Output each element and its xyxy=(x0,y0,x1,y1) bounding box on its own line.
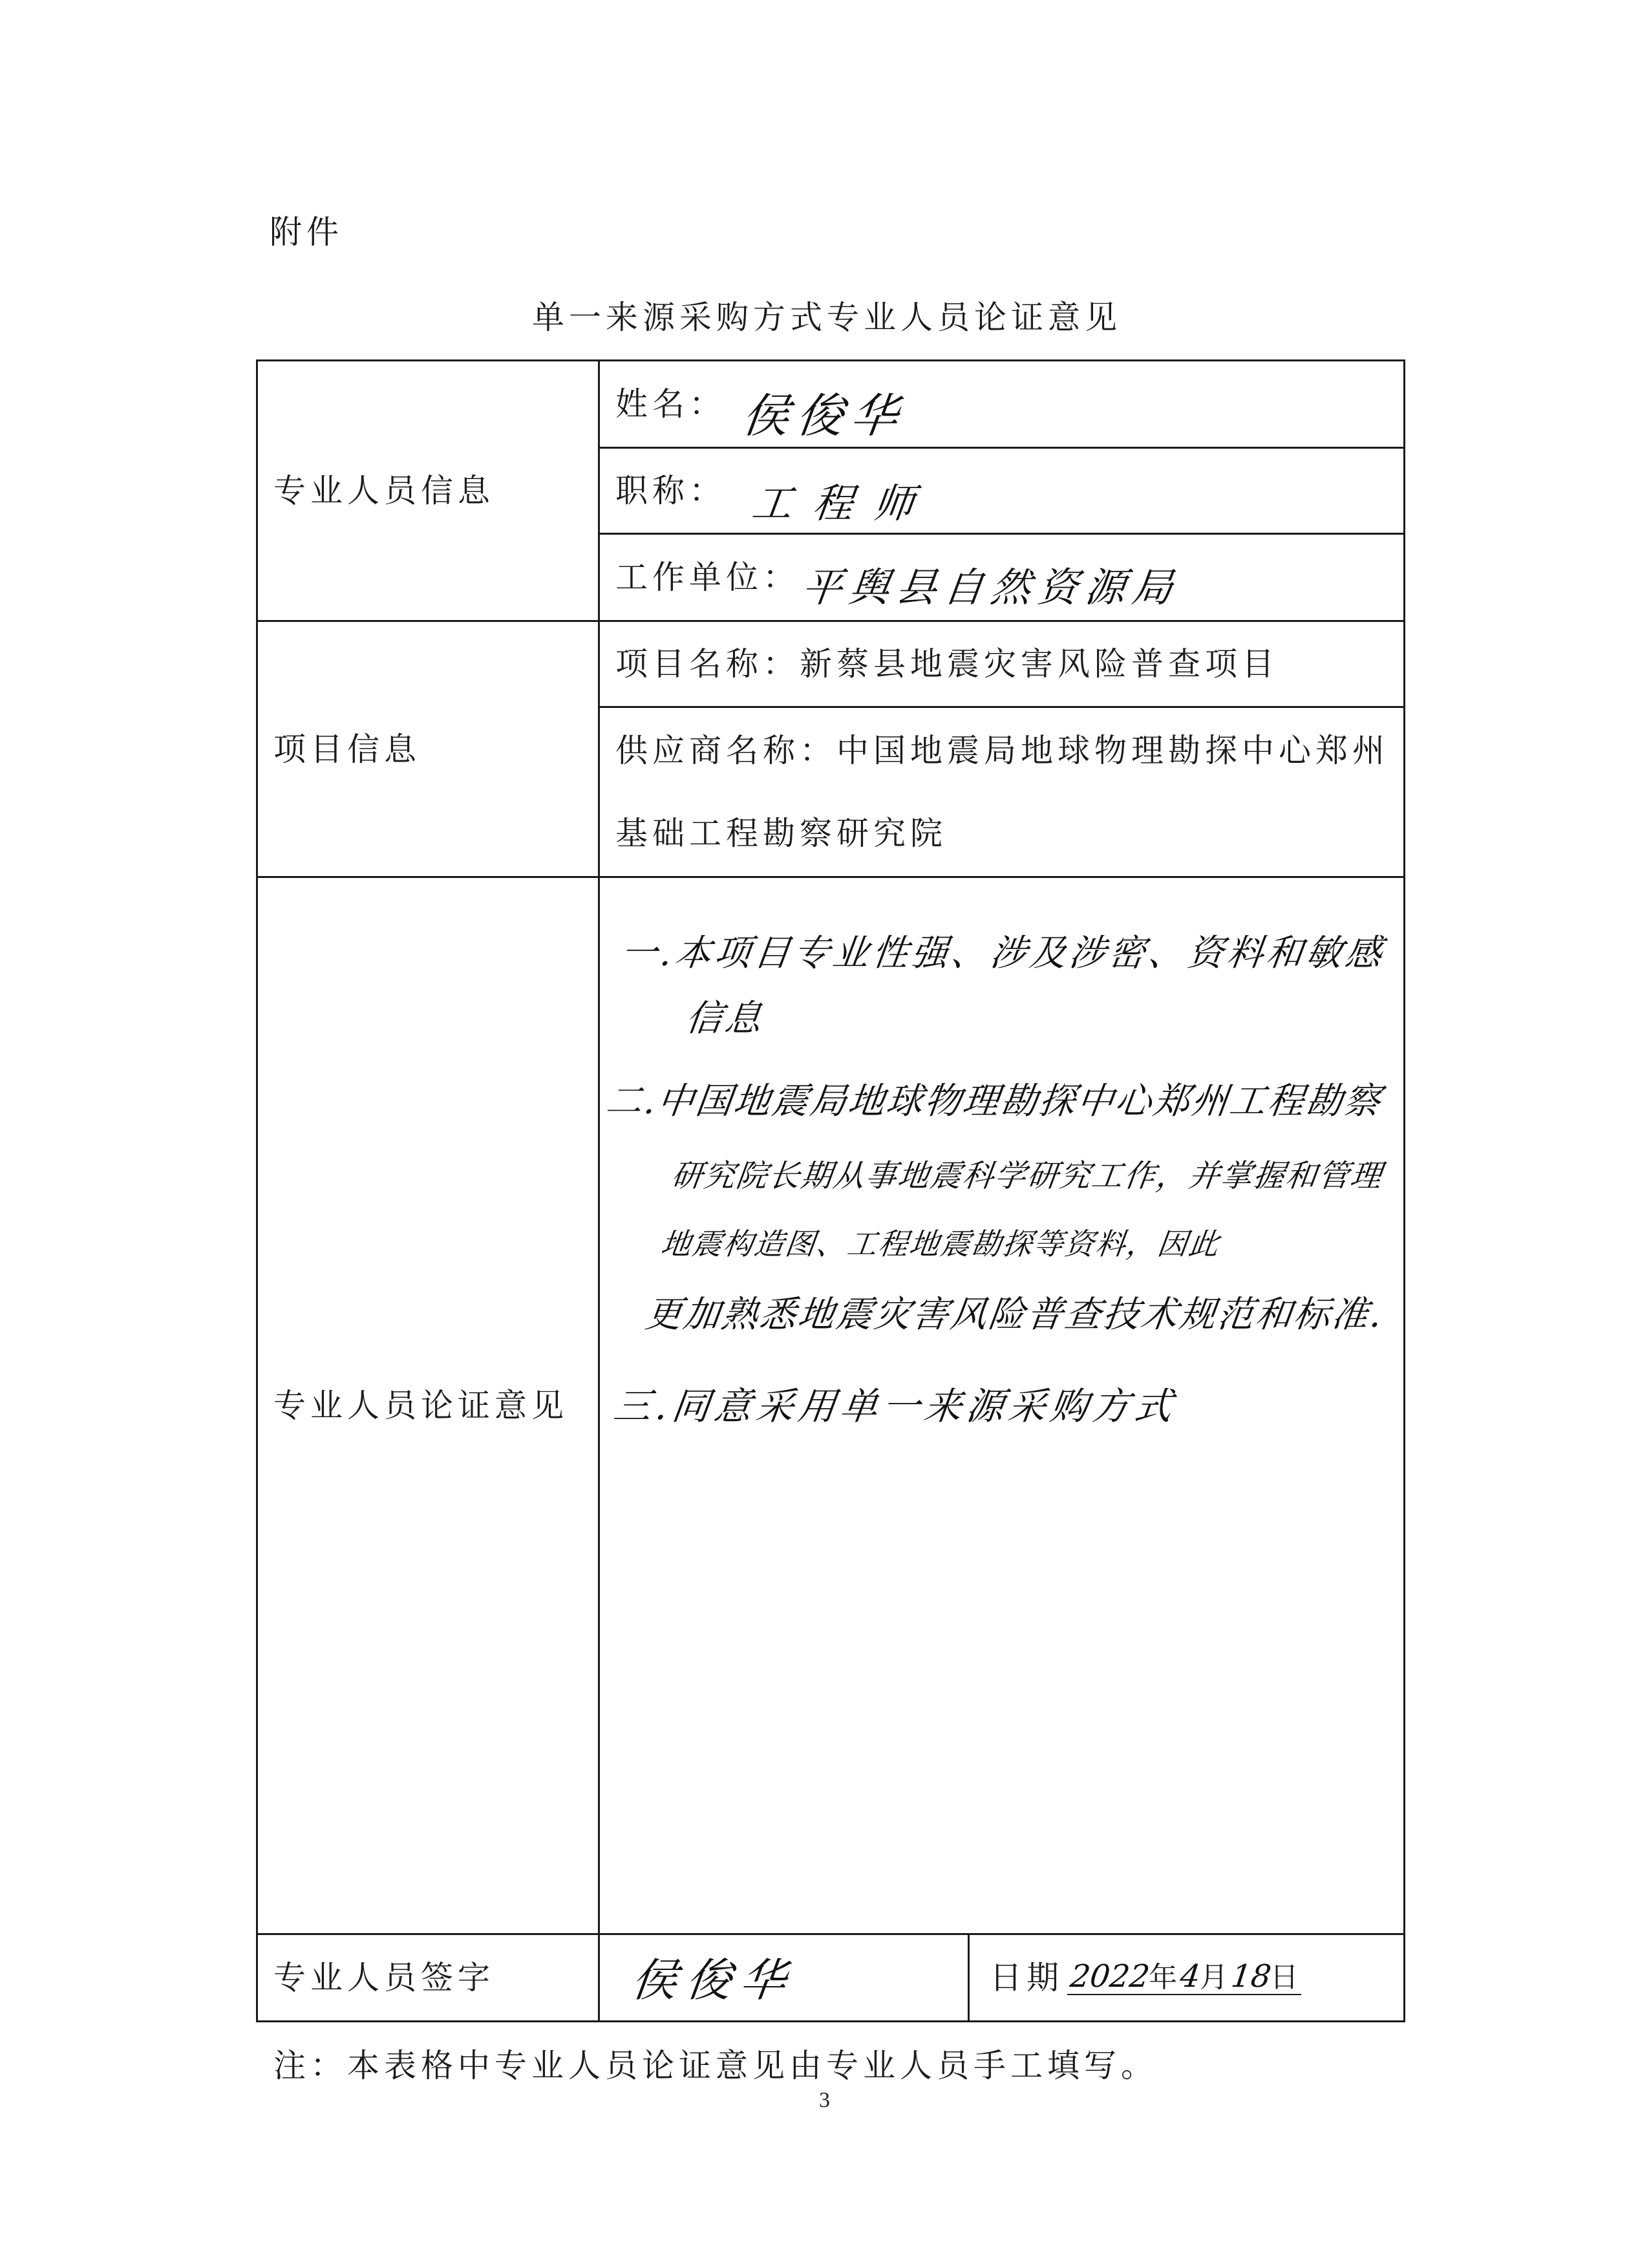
date-value xyxy=(1067,1958,1301,1995)
opinion-item-3-line-1: 三.同意采用单一来源采购方式 xyxy=(611,1384,1180,1428)
annex-label: 附件 xyxy=(270,213,343,251)
page-number: 3 xyxy=(819,2088,830,2112)
supplier-value: 中国地震局地球物理勘探中心郑州基础工程勘察研究院 xyxy=(615,732,1389,852)
employer-row xyxy=(600,535,1405,622)
employer-handwritten-value: 平舆县自然资源局 xyxy=(799,564,1183,611)
opinion-item-2-line-1: 二.中国地震局地球物理勘探中心郑州工程勘察 xyxy=(603,1080,1385,1122)
opinion-item-2-line-4: 更加熟悉地震灾害风险普查技术规范和标准. xyxy=(643,1294,1387,1336)
supplier-row xyxy=(600,708,1405,878)
job-title-label: 职称： xyxy=(615,472,726,509)
date-day-unit: 日 xyxy=(1270,1960,1299,1994)
expert-info-section-label: 专业人员信息 xyxy=(273,472,495,509)
supplier-label: 供应商名称： xyxy=(615,732,836,769)
signature-section-label: 专业人员签字 xyxy=(273,1959,495,1996)
opinion-item-1-line-2: 信息 xyxy=(683,998,767,1040)
project-name-label: 项目名称： xyxy=(615,645,800,683)
opinion-item-2-line-3: 地震构造图、工程地震勘探等资料，因此 xyxy=(659,1226,1222,1261)
project-info-section-label: 项目信息 xyxy=(273,730,421,768)
supplier-text-block xyxy=(615,709,1391,875)
project-info-section-cell xyxy=(258,622,600,878)
page-title: 单一来源采购方式专业人员论证意见 xyxy=(532,299,1122,336)
date-cell xyxy=(970,1935,1405,2022)
opinion-item-1-line-1: 一.本项目专业性强、涉及涉密、资料和敏感 xyxy=(618,932,1388,974)
expert-info-section-cell xyxy=(258,361,600,622)
project-name-value: 新蔡县地震灾害风险普查项目 xyxy=(800,645,1279,683)
footer-note: 注：本表格中专业人员论证意见由专业人员手工填写。 xyxy=(273,2047,1158,2084)
date-year: 2022 xyxy=(1068,1958,1152,1995)
opinion-item-2-line-2: 研究院长期从事地震科学研究工作，并掌握和管理 xyxy=(669,1158,1385,1194)
date-day: 18 xyxy=(1229,1958,1273,1995)
signature-section-cell xyxy=(258,1935,600,2022)
date-label: 日期 xyxy=(990,1959,1063,1996)
signature-cell xyxy=(600,1935,970,2022)
name-row xyxy=(600,361,1405,449)
handwritten-signature: 侯俊华 xyxy=(628,1954,798,2007)
opinion-content-cell xyxy=(600,878,1405,1935)
job-title-handwritten-value: 工程师 xyxy=(749,480,938,527)
date-month: 4 xyxy=(1178,1958,1203,1995)
opinion-form-table xyxy=(256,359,1405,2022)
job-title-row xyxy=(600,449,1405,535)
name-handwritten-value: 侯俊华 xyxy=(739,389,909,443)
date-month-unit: 月 xyxy=(1199,1960,1228,1994)
project-name-row xyxy=(600,622,1405,708)
opinion-section-cell xyxy=(258,878,600,1935)
employer-label: 工作单位： xyxy=(615,559,800,596)
opinion-section-label: 专业人员论证意见 xyxy=(273,1387,568,1424)
name-label: 姓名： xyxy=(615,385,726,423)
date-year-unit: 年 xyxy=(1149,1960,1178,1994)
